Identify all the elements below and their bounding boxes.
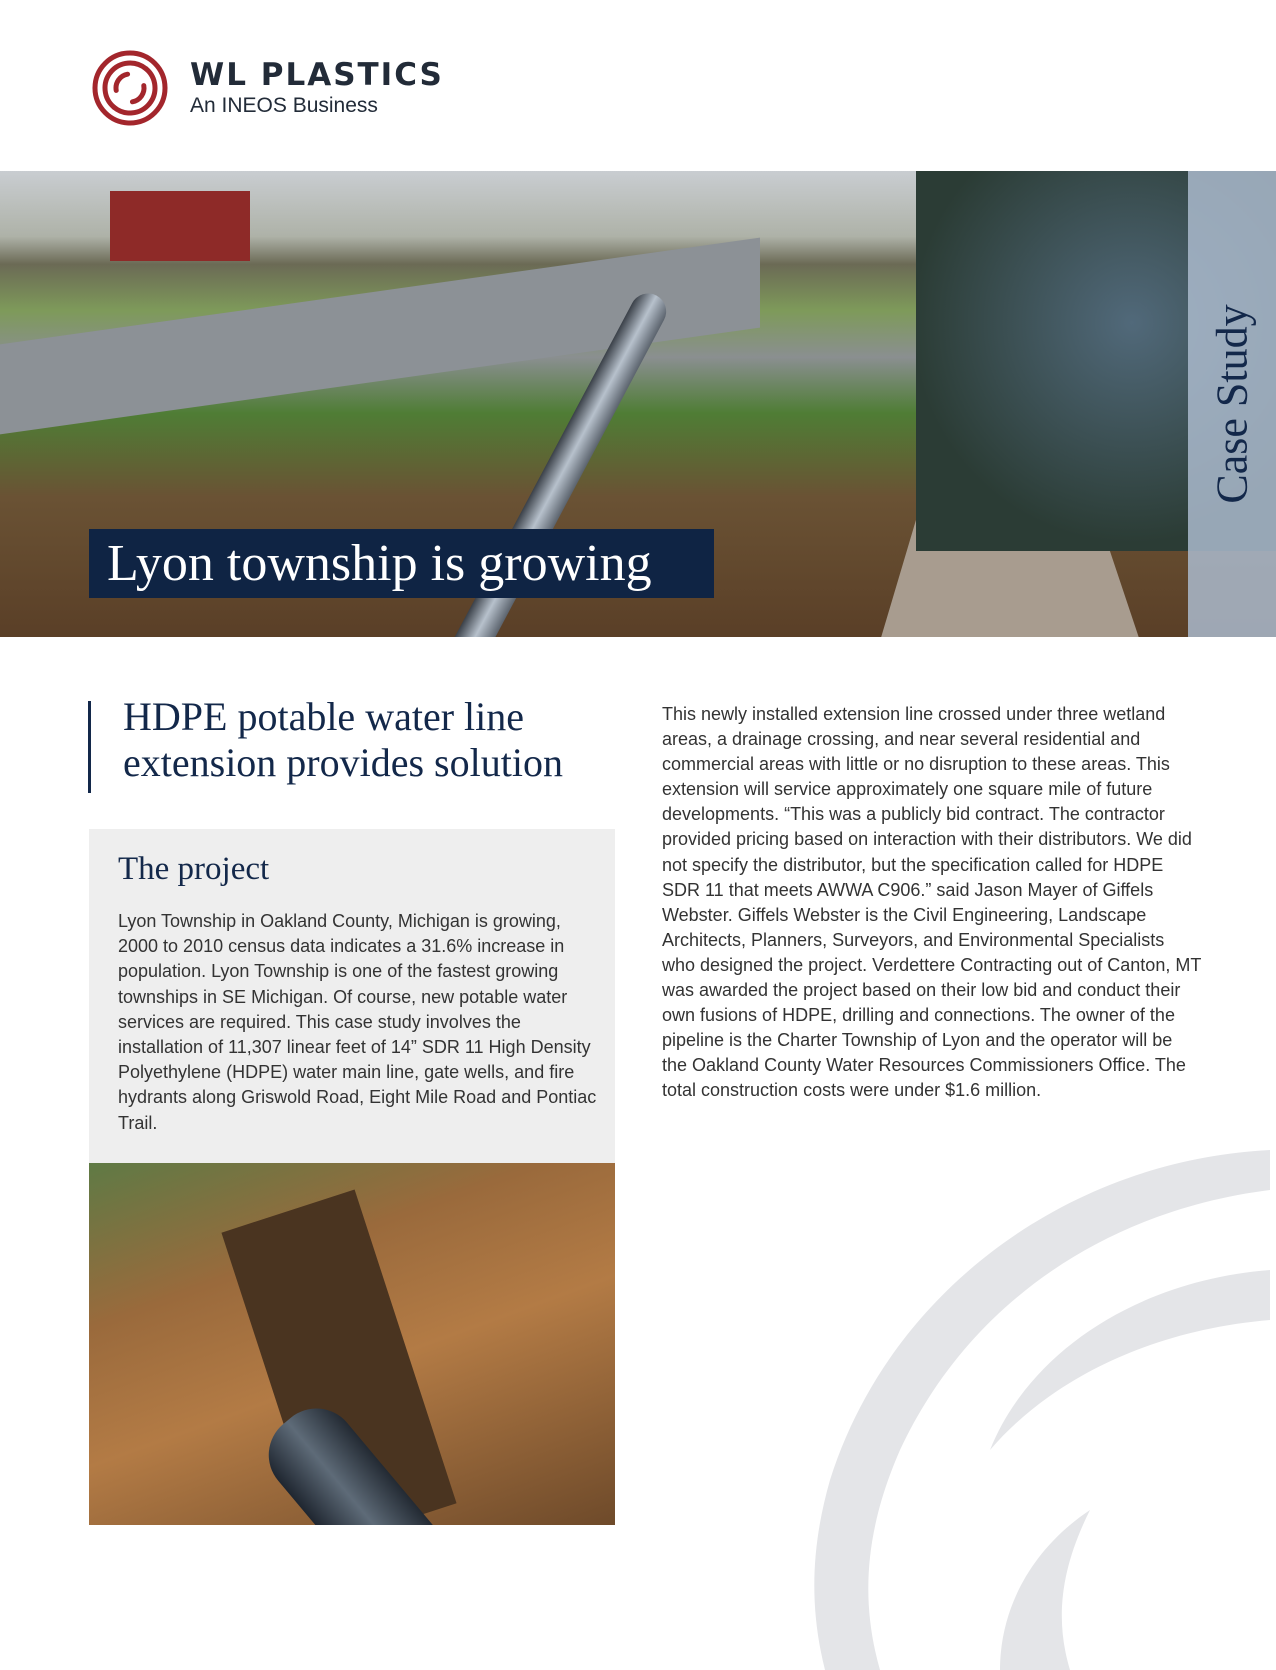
- section-heading: HDPE potable water line extension provides solution: [123, 694, 563, 785]
- trench-photo: [89, 1163, 615, 1525]
- project-body: Lyon Township in Oakland County, Michigan is growing, 2000 to 2010 census data indicates a 31.6% increase in population. Lyon Township is one of the fastest growing townships in SE Michigan. Of course, new potable water services are required. This case study involves the installation of 11,307 linear feet of 14” SDR 11 High Density Polyethylene (HDPE) water main line, gate wells, and fire hydrants along Griswold Road, Eight Mile Road and Pontiac Trail.: [118, 911, 597, 1133]
- case-study-label: Case Study: [1207, 304, 1257, 504]
- decorative-swirl-icon: [770, 1150, 1276, 1670]
- heading-accent-bar: [88, 701, 91, 793]
- swirl-logo-icon: [89, 47, 171, 129]
- company-logo: [89, 47, 469, 129]
- right-column-body: This newly installed extension line crossed under three wetland areas, a drainage crossing, and near several residential and commercial areas with little or no disruption to these areas. This extension will service approximately one square mile of future developments. “This was a publicly bid contract. The contractor provided pricing based on interaction with their distributors. We did not specify the distributor, but the specification called for HDPE SDR 11 that meets AWWA C906.” said Jason Mayer of Giffels Webster. Giffels Webster is the Civil Engineering, Landscape Architects, Planners, Surveyors, and Environmental Specialists who designed the project. Verdettere Contracting out of Canton, MT was awarded the project based on their low bid and conduct their own fusions of HDPE, drilling and connections. The owner of the pipeline is the Charter Township of Lyon and the operator will be the Oakland County Water Resources Commissioners Office. The total construction costs were under $1.6 million.: [662, 704, 1201, 1101]
- brand-name: WL PLASTICS: [190, 57, 444, 93]
- case-study-band: [1188, 171, 1276, 637]
- project-title: The project: [118, 851, 270, 887]
- red-barn: [110, 191, 250, 261]
- project-box: [89, 829, 615, 1163]
- hero-title: Lyon township is growing: [89, 529, 714, 598]
- brand-tagline: An INEOS Business: [190, 94, 378, 117]
